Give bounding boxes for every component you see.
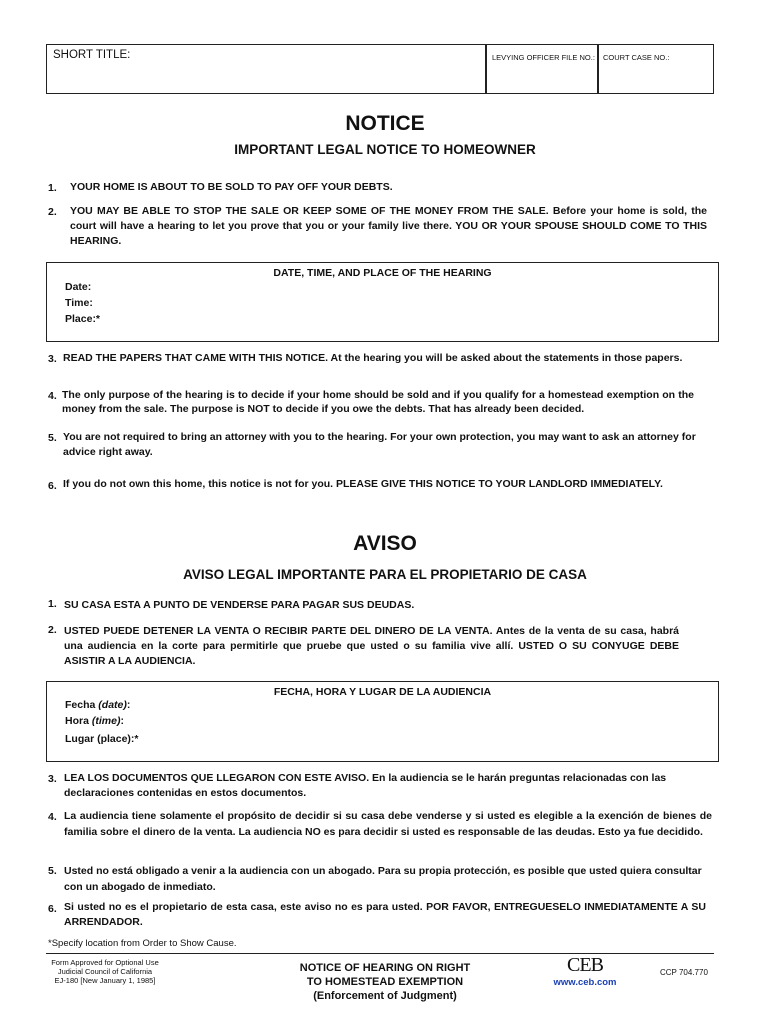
header-box [46, 44, 714, 94]
item-number: 2. [48, 624, 57, 636]
court-case-label: COURT CASE NO.: [603, 53, 670, 62]
notice-item-2: YOU MAY BE ABLE TO STOP THE SALE OR KEEP SOME OF THE MONEY FROM THE SALE. Before your home is sold, the court will have a hearing to let you prove that you or your family live there. YOU OR YOUR SPOUSE SHOULD COME TO THIS HEARING. [70, 205, 707, 247]
item-number: 3. [48, 773, 57, 785]
audiencia-date-field: Fecha (date): [65, 699, 131, 711]
footer-approval: Form Approved for Optional Use Judicial Council of California EJ-180 [New January 1, 1985] [51, 958, 159, 985]
item-number: 6. [48, 903, 57, 915]
aviso-subtitle: AVISO LEGAL IMPORTANTE PARA EL PROPIETARIO DE CASA [183, 567, 587, 582]
short-title-label: SHORT TITLE: [53, 49, 131, 61]
notice-item-1: YOUR HOME IS ABOUT TO BE SOLD TO PAY OFF YOUR DEBTS. [70, 181, 393, 193]
item-number: 1. [48, 182, 57, 194]
aviso-item-5: Usted no está obligado a venir a la audiencia con un abogado. Para su propia protección, es posible que usted quiera consultar con un abogado de inmediato. [64, 865, 702, 893]
audiencia-box-heading: FECHA, HORA Y LUGAR DE LA AUDIENCIA [273, 686, 492, 698]
ceb-logo: CEB [567, 954, 603, 976]
audiencia-time-field: Hora (time): [65, 715, 124, 727]
notice-item-3: READ THE PAPERS THAT CAME WITH THIS NOTICE. At the hearing you will be asked about the statements in those papers. [63, 352, 683, 364]
notice-item-6: If you do not own this home, this notice is not for you. PLEASE GIVE THIS NOTICE TO YOUR LANDLORD IMMEDIATELY. [63, 478, 663, 490]
hearing-time-label: Time: [65, 297, 93, 309]
statute-code: CCP 704.770 [660, 968, 708, 977]
item-number: 4. [48, 811, 57, 823]
header-divider-1 [485, 44, 487, 94]
item-number: 5. [48, 865, 57, 877]
item-number: 4. [48, 390, 57, 402]
item-number: 2. [48, 206, 57, 218]
hearing-place-label: Place:* [65, 313, 101, 325]
aviso-item-3: LEA LOS DOCUMENTOS QUE LLEGARON CON ESTE AVISO. En la audiencia se le harán preguntas relacionadas con las declaraciones contenidas en estos documentos. [64, 772, 667, 799]
aviso-item-2: USTED PUEDE DETENER LA VENTA O RECIBIR PARTE DEL DINERO DE LA VENTA. Antes de la venta de su casa, habrá una audiencia en la corte para permitirle que pruebe que usted o su familia vive allí. USTED O SU CONYUGE DEBE ASISTIR A LA AUDIENCIA. [64, 625, 679, 667]
item-number: 5. [48, 432, 57, 444]
notice-item-5: You are not required to bring an attorney with you to the hearing. For your own protection, you may want to ask an attorney for advice right away. [63, 431, 696, 458]
footer-form-title: NOTICE OF HEARING ON RIGHT TO HOMESTEAD EXEMPTION (Enforcement of Judgment) [299, 962, 471, 1002]
hearing-box-heading: DATE, TIME, AND PLACE OF THE HEARING [273, 267, 492, 279]
footnote: *Specify location from Order to Show Cause. [48, 938, 237, 949]
item-number: 1. [48, 598, 57, 610]
ceb-website-link[interactable]: www.ceb.com [553, 977, 617, 988]
aviso-item-6: Si usted no es el propietario de esta casa, este aviso no es para usted. POR FAVOR, ENTREGUESELO INMEDIATAMENTE A SU ARRENDADOR. [64, 901, 706, 928]
levying-officer-label: LEVYING OFFICER FILE NO.: [492, 53, 595, 62]
item-number: 6. [48, 480, 57, 492]
notice-title: NOTICE [345, 112, 425, 135]
item-number: 3. [48, 353, 57, 365]
aviso-item-1: SU CASA ESTA A PUNTO DE VENDERSE PARA PAGAR SUS DEUDAS. [64, 599, 415, 611]
aviso-title: AVISO [353, 532, 417, 555]
hearing-date-label: Date: [65, 281, 92, 293]
header-divider-2 [597, 44, 599, 94]
aviso-item-4: La audiencia tiene solamente el propósito de decidir si su casa debe venderse y si usted es elegible a la exención de bienes de familia sobre el dinero de la venta. La audiencia NO es para decidir si usted es responsable de las deudas. Esto ya fue decidido. [64, 810, 712, 838]
notice-subtitle: IMPORTANT LEGAL NOTICE TO HOMEOWNER [234, 142, 536, 157]
notice-item-4: The only purpose of the hearing is to decide if your home should be sold and if you qualify for a homestead exemption on the money from the sale. The purpose is NOT to decide if you owe the debts. That has already been decided. [62, 389, 694, 415]
audiencia-place-label: Lugar (place):* [65, 733, 139, 745]
